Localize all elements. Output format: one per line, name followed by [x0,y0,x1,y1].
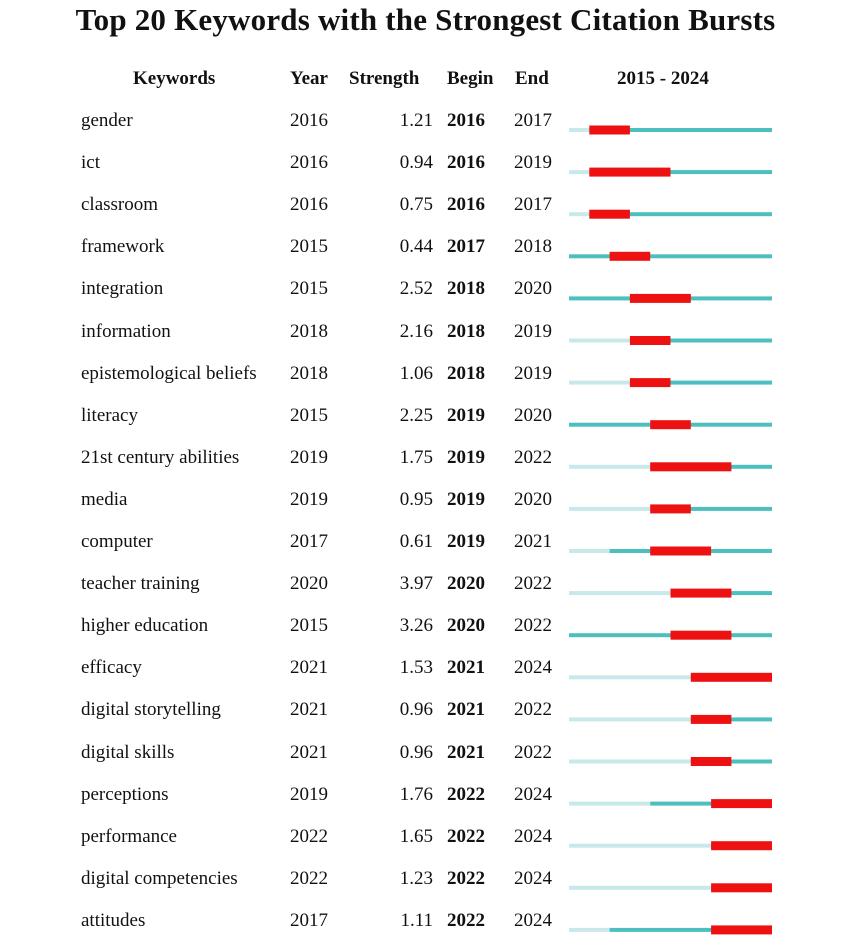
strength-value: 2.25 [399,404,433,426]
end-value: 2022 [514,615,552,637]
keyword-label: gender [81,110,133,131]
header-year: Year [290,68,328,89]
end-value: 2024 [514,657,552,679]
burst-bar [691,715,732,724]
burst-bar [650,462,731,471]
end-value: 2020 [514,488,552,510]
header-end: End [515,68,549,89]
end-value: 2022 [514,573,552,595]
strength-value: 1.76 [399,783,433,805]
header-begin: Begin [447,68,494,89]
end-value: 2024 [514,909,552,931]
end-value: 2018 [514,236,552,258]
strength-value: 2.16 [399,320,433,342]
year-value: 2016 [290,110,328,131]
end-value: 2017 [514,110,552,131]
burst-bar [650,504,691,513]
strength-value: 0.44 [399,236,433,258]
strength-value: 1.65 [399,825,433,847]
year-value: 2022 [290,825,328,847]
inactive-segment [569,844,711,848]
strength-value: 1.11 [400,909,433,931]
keyword-label: media [81,488,128,510]
strength-value: 1.23 [399,867,433,889]
inactive-segment [569,886,711,890]
strength-value: 1.53 [399,657,433,679]
strength-value: 0.94 [399,152,433,174]
end-value: 2020 [514,278,552,300]
year-value: 2016 [290,194,328,216]
burst-bar [610,252,651,261]
inactive-segment [569,381,630,385]
burst-bar [589,168,670,177]
year-value: 2019 [290,446,328,468]
burst-bar [630,294,691,303]
keyword-label: computer [81,531,153,552]
burst-bar [711,841,772,850]
burst-bar [630,336,671,345]
strength-value: 1.06 [399,362,433,384]
end-value: 2021 [514,531,552,552]
begin-value: 2019 [447,446,485,468]
keyword-label: digital storytelling [81,699,221,721]
header-strength: Strength [349,68,420,89]
strength-value: 3.26 [399,615,433,637]
begin-value: 2022 [447,867,485,889]
burst-bar [650,547,711,556]
strength-value: 2.52 [399,278,433,300]
inactive-segment [569,128,589,132]
burst-bar [711,925,772,934]
year-value: 2021 [290,657,328,679]
inactive-segment [569,802,650,806]
end-value: 2022 [514,699,552,721]
end-value: 2024 [514,825,552,847]
strength-value: 1.21 [399,110,433,131]
end-value: 2020 [514,404,552,426]
year-value: 2018 [290,362,328,384]
end-value: 2022 [514,446,552,468]
keyword-label: efficacy [81,657,142,679]
keyword-label: literacy [81,404,138,426]
begin-value: 2016 [447,194,485,216]
burst-bar [711,799,772,808]
begin-value: 2021 [447,657,485,679]
keyword-label: higher education [81,615,209,637]
keyword-label: performance [81,825,177,847]
end-value: 2019 [514,320,552,342]
strength-value: 0.96 [399,699,433,721]
year-value: 2017 [290,909,328,931]
begin-value: 2017 [447,236,485,258]
burst-bar [671,631,732,640]
begin-value: 2020 [447,573,485,595]
strength-value: 0.61 [399,531,433,552]
strength-value: 1.75 [399,446,433,468]
inactive-segment [569,675,691,679]
end-value: 2024 [514,783,552,805]
begin-value: 2018 [447,278,485,300]
end-value: 2019 [514,152,552,174]
begin-value: 2018 [447,362,485,384]
year-value: 2016 [290,152,328,174]
begin-value: 2016 [447,110,485,131]
keyword-label: classroom [81,194,159,216]
begin-value: 2018 [447,320,485,342]
begin-value: 2021 [447,699,485,721]
inactive-segment [569,760,691,764]
keyword-label: information [81,320,171,342]
burst-bar [630,378,671,387]
inactive-segment [569,717,691,721]
keyword-label: digital competencies [81,867,238,889]
inactive-segment [569,465,650,469]
year-value: 2019 [290,488,328,510]
active-segment [569,254,772,258]
year-value: 2015 [290,236,328,258]
begin-value: 2019 [447,531,485,552]
inactive-segment [569,507,650,511]
begin-value: 2019 [447,404,485,426]
burst-bar [671,589,732,598]
keyword-label: attitudes [81,909,146,931]
header-keywords: Keywords [133,68,216,89]
end-value: 2022 [514,741,552,763]
year-value: 2015 [290,404,328,426]
begin-value: 2020 [447,615,485,637]
year-value: 2018 [290,320,328,342]
header-timeline-range: 2015 - 2024 [617,68,709,89]
end-value: 2024 [514,867,552,889]
begin-value: 2022 [447,783,485,805]
year-value: 2022 [290,867,328,889]
strength-value: 3.97 [399,573,433,595]
burst-bar [650,420,691,429]
inactive-segment [569,339,630,343]
inactive-segment [569,591,671,595]
keyword-label: ict [81,152,100,174]
keyword-label: epistemological beliefs [81,362,257,384]
burst-bar [691,673,772,682]
year-value: 2019 [290,783,328,805]
begin-value: 2016 [447,152,485,174]
begin-value: 2021 [447,741,485,763]
chart-title: Top 20 Keywords with the Strongest Citation Bursts [75,2,776,37]
keyword-label: digital skills [81,741,175,763]
inactive-segment [569,212,589,216]
burst-bar [589,126,630,135]
year-value: 2021 [290,699,328,721]
keyword-label: integration [81,278,164,300]
keyword-label: 21st century abilities [81,446,240,468]
year-value: 2015 [290,615,328,637]
end-value: 2017 [514,194,552,216]
strength-value: 0.75 [399,194,433,216]
end-value: 2019 [514,362,552,384]
begin-value: 2019 [447,488,485,510]
strength-value: 0.95 [399,488,433,510]
inactive-segment [569,549,610,553]
begin-value: 2022 [447,909,485,931]
year-value: 2017 [290,531,328,552]
begin-value: 2022 [447,825,485,847]
keyword-label: teacher training [81,573,200,595]
year-value: 2021 [290,741,328,763]
burst-bar [589,210,630,219]
keyword-label: framework [81,236,165,258]
year-value: 2020 [290,573,328,595]
inactive-segment [569,928,610,932]
inactive-segment [569,170,589,174]
strength-value: 0.96 [399,741,433,763]
burst-bar [691,757,732,766]
burst-bar [711,883,772,892]
keyword-label: perceptions [81,783,169,805]
year-value: 2015 [290,278,328,300]
